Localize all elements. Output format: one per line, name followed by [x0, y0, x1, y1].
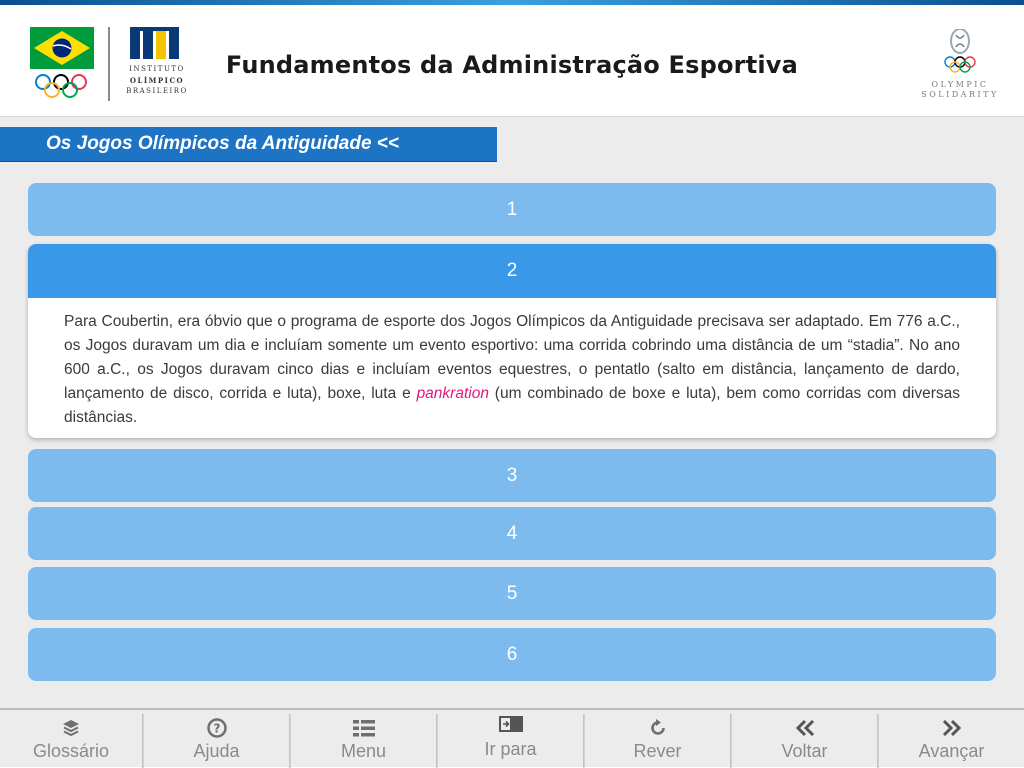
section-title: Os Jogos Olímpicos da Antiguidade << [0, 127, 497, 162]
iob-logo-line1: INSTITUTO [129, 65, 185, 73]
accordion-panel-2 [28, 244, 996, 438]
header [0, 5, 1024, 117]
nav-menu-button[interactable] [291, 710, 436, 768]
nav-label: Glossário [32, 741, 110, 761]
nav-label: Ir para [484, 739, 537, 759]
footer-nav [0, 708, 1024, 768]
accordion-item-6[interactable]: 6 [28, 628, 996, 681]
svg-text:?: ? [213, 721, 220, 736]
iob-logo-line2: OLÍMPICO [129, 76, 185, 85]
iob-logo-line3: BRASILEIRO [126, 87, 188, 95]
replay-icon [585, 718, 730, 740]
panel-highlight-term: pankration [416, 385, 489, 402]
nav-glossario-button[interactable] [0, 710, 142, 768]
nav-ir-para-button[interactable] [438, 710, 583, 768]
nav-label: Voltar [781, 741, 828, 761]
nav-ajuda-button[interactable] [144, 710, 289, 768]
page-title: Fundamentos da Administração Esportiva [225, 51, 799, 79]
os-logo-line2: SOLIDARITY [921, 90, 999, 99]
panel-text-part1: Para Coubertin, era óbvio que o programa de esporte dos Jogos Olímpicos da Antiguidade precisava ser adaptado. Em 776 a.C., os Jogos duravam um dia e incluíam somente um evento esportivo: uma corrida cobrindo uma distância de um “stadia”. No ano 600 a.C., os Jogos duravam cinco dias e incluíam eventos equestres, o pentatlo (salto em distância, lançamento de dardo, lançamento de disco, corrida e luta), boxe, luta e [64, 313, 960, 402]
nav-label: Rever [633, 741, 682, 761]
accordion-item-1[interactable]: 1 [28, 183, 996, 236]
accordion-item-4[interactable]: 4 [28, 507, 996, 560]
accordion-item-2[interactable]: 2 [28, 244, 996, 298]
nav-rever-button[interactable] [585, 710, 730, 768]
panel-content-text [64, 310, 960, 430]
back-icon [732, 718, 877, 740]
accordion-item-5[interactable]: 5 [28, 567, 996, 620]
accordion-item-3[interactable]: 3 [28, 449, 996, 502]
nav-label: Ajuda [193, 741, 240, 761]
olympic-solidarity-logo [920, 29, 1000, 105]
help-icon [144, 718, 289, 740]
layers-icon [0, 718, 142, 740]
nav-label: Avançar [918, 741, 985, 761]
goto-icon [438, 715, 583, 737]
nav-avancar-button[interactable] [879, 710, 1024, 768]
panel-text-part2: (um combinado de boxe e luta), bem como corridas com diversas distâncias. [64, 385, 960, 426]
os-logo-line1: OLYMPIC [931, 80, 989, 89]
menu-icon [291, 718, 436, 740]
forward-icon [879, 718, 1024, 740]
nav-label: Menu [340, 741, 387, 761]
nav-voltar-button[interactable] [732, 710, 877, 768]
